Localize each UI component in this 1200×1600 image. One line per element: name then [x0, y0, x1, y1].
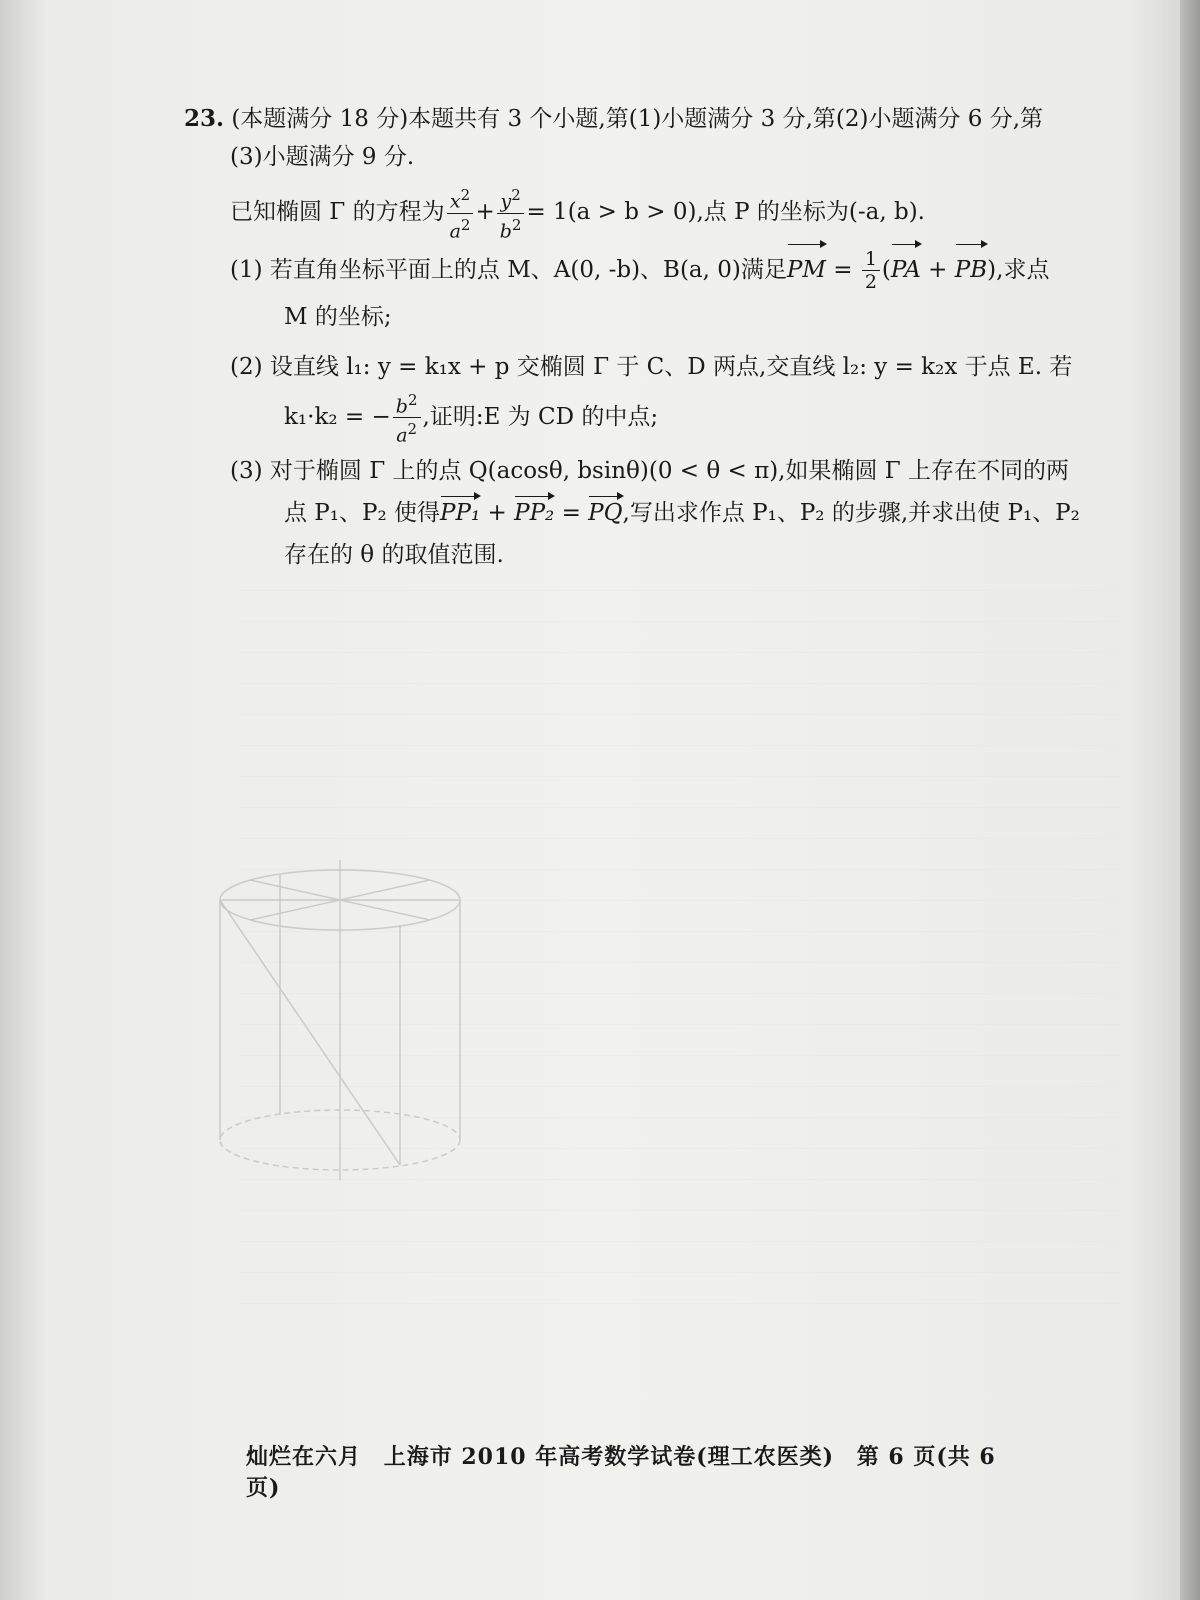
part1-text-b: ,求点 — [996, 256, 1050, 283]
footer-brand: 灿烂在六月 — [246, 1444, 362, 1470]
part-1 — [184, 242, 1084, 298]
problem-23 — [184, 100, 1084, 574]
given-text-b: (a > b > 0),点 P 的坐标为(-a, b). — [567, 199, 925, 225]
page-binding-edge — [1180, 0, 1200, 1600]
part2-fraction: $\frac{b^2}{a^2}$ — [393, 389, 421, 447]
part-3: (3) 对于椭圆 Γ 上的点 Q(acosθ, bsinθ)(0 < θ < π),如果椭圆 Γ 上存在不同的两 — [230, 457, 1070, 484]
part2-text-pre: k₁·k₂ = − — [284, 403, 391, 430]
ellipse-term-x: $\frac{x^2}{a^2}$ — [447, 184, 474, 242]
part2-cont — [184, 386, 1084, 448]
part3-cont-1 — [184, 494, 1084, 532]
given-text-a: 已知椭圆 Γ 的方程为 — [230, 199, 445, 225]
problem-number: 23. — [184, 105, 225, 132]
part3-text-pre: 点 P₁、P₂ 使得 — [284, 499, 441, 526]
part1-cont: M 的坐标; — [284, 303, 392, 330]
given-statement: 已知椭圆 Γ 的方程为 $\frac{x^2}{a^2}$ + $\frac{y^2}{b^2}$ = 1(a > b > 0),点 P 的坐标为(-a, b). — [230, 186, 925, 242]
bleed-through-cylinder-figure — [190, 860, 490, 1180]
part3-cont-2: 存在的 θ 的取值范围. — [284, 541, 504, 568]
problem-header-cont: (3)小题满分 9 分. — [230, 144, 415, 170]
part3-vector-equation: PP₁ + PP₂ = PQ — [440, 500, 623, 526]
footer-page-number: 第 6 页(共 6 页) — [246, 1444, 996, 1501]
part1-vector-equation: PM = $\frac{1}{2}$ (PA + PB) — [787, 257, 996, 283]
part1-text-a: (1) 若直角坐标平面上的点 M、A(0, -b)、B(a, 0)满足 — [230, 256, 787, 283]
page-footer — [246, 1440, 1046, 1502]
part3-text-post: ,写出求作点 P₁、P₂ 的步骤,并求出使 P₁、P₂ — [622, 499, 1080, 526]
footer-title: 上海市 2010 年高考数学试卷(理工农医类) — [383, 1444, 835, 1470]
ellipse-term-y: $\frac{y^2}{b^2}$ — [497, 184, 525, 242]
problem-header — [184, 100, 1084, 138]
problem-header-text: (本题满分 18 分)本题共有 3 个小题,第(1)小题满分 3 分,第(2)小题满分 6 分,第 — [231, 106, 1044, 132]
part2-text-post: ,证明:E 为 CD 的中点; — [422, 403, 659, 430]
part-2: (2) 设直线 l₁: y = k₁x + p 交椭圆 Γ 于 C、D 两点,交直线 l₂: y = k₂x 于点 E. 若 — [230, 353, 1073, 380]
